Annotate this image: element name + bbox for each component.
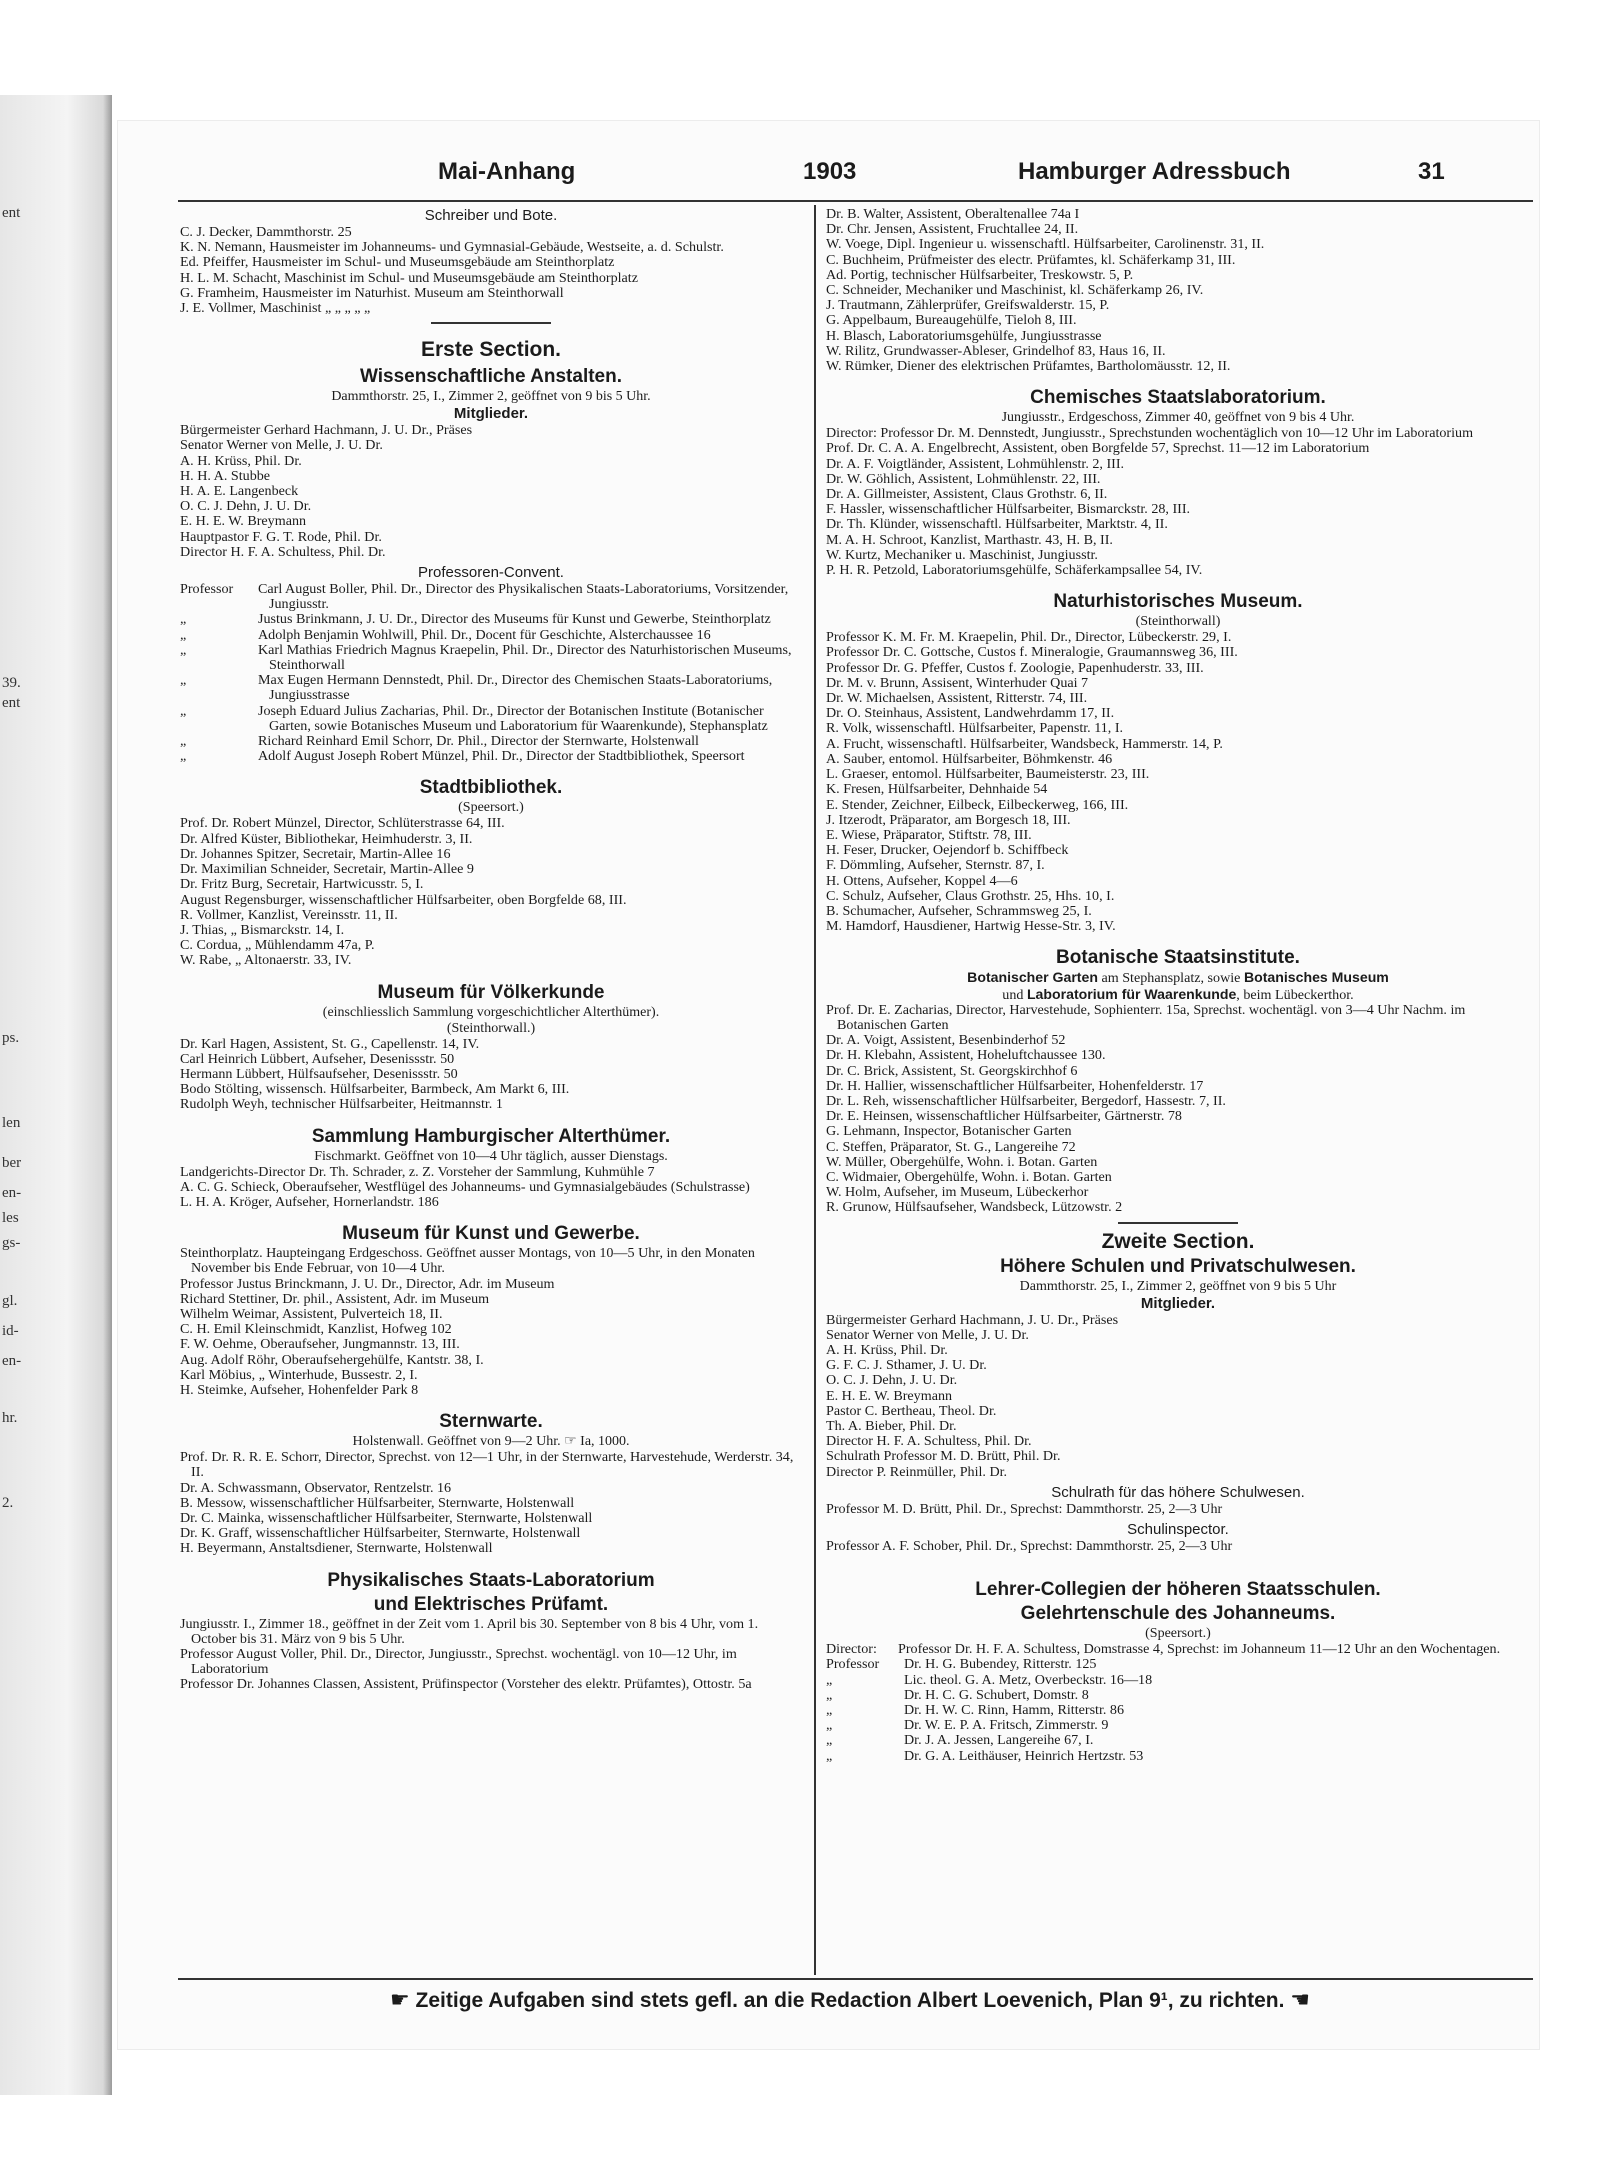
entry-row	[180, 628, 802, 643]
institution-heading: Stadtbibliothek.	[419, 777, 563, 799]
entry-line: W. Voege, Dipl. Ingenieur u. wissenschaftl. Hülfsarbeiter, Carolinenstr. 31, II.	[826, 236, 1265, 253]
margin-fragment: en-	[2, 1185, 22, 1201]
intro-bold: Botanischer Garten	[967, 969, 1098, 986]
entry-line: Dr. A. Schwassmann, Observator, Rentzelstr. 16	[180, 1479, 452, 1496]
institution-heading: Chemisches Staatslaboratorium.	[1030, 387, 1326, 409]
entry-row	[826, 1688, 1530, 1703]
row-prefix: „	[826, 1732, 833, 1749]
entry-line: Hauptpastor F. G. T. Rode, Phil. Dr.	[180, 528, 382, 545]
entry-line: H. Ottens, Aufseher, Koppel 4—6	[826, 872, 1018, 889]
row-text: Dr. G. A. Leithäuser, Heinrich Hertzstr. 53	[904, 1747, 1144, 1764]
row-text: Carl August Boller, Phil. Dr., Director des Physikalischen Staats-Laboratoriums, Vorsitzender, Jungiusstr.	[258, 581, 789, 613]
entry-line: M. A. H. Schroot, Kanzlist, Marthastr. 43, H. B, II.	[826, 531, 1113, 548]
row-text: Lic. theol. G. A. Metz, Overbeckstr. 16—18	[904, 1671, 1153, 1688]
entry-line: A. Frucht, wissenschaftl. Hülfsarbeiter, Wandsbeck, Hammerstr. 14, P.	[826, 735, 1223, 752]
entry-line: Bürgermeister Gerhard Hachmann, J. U. Dr., Präses	[826, 1311, 1119, 1328]
row-prefix: Professor	[180, 581, 234, 598]
institution-heading: Naturhistorisches Museum.	[1053, 591, 1303, 613]
entry-line: E. Stender, Zeichner, Eilbeck, Eilbeckerweg, 166, III.	[826, 796, 1129, 813]
row-prefix: „	[180, 641, 187, 658]
entry-line: Hermann Lübbert, Hülfsaufseher, Desenissstr. 50	[180, 1065, 458, 1082]
institution-heading: Höhere Schulen und Privatschulwesen.	[1000, 1255, 1356, 1277]
location-line: Steinthorplatz. Haupteingang Erdgeschoss. Geöffnet ausser Montags, von 10—5 Uhr, in den Monaten November bis Ende Februar, von 10—4 Uhr.	[180, 1245, 755, 1277]
entry-row	[826, 1673, 1530, 1688]
entry-line: Wilhelm Weimar, Assistent, Pulverteich 18, II.	[180, 1305, 443, 1322]
location-line: (Steinthorwall.)	[446, 1020, 536, 1036]
institution-heading: Lehrer-Collegien der höheren Staatsschulen.	[975, 1579, 1381, 1601]
row-prefix: „	[180, 748, 187, 765]
entry-line: Richard Stettiner, Dr. phil., Assistent, Adr. im Museum	[180, 1290, 490, 1307]
entry-line: G. F. C. J. Sthamer, J. U. Dr.	[826, 1357, 987, 1374]
entry-line: F. Dömmling, Aufseher, Sternstr. 87, I.	[826, 857, 1045, 874]
director-line	[826, 1642, 1530, 1657]
entry-list	[826, 630, 1530, 934]
footer-notice	[250, 1987, 1450, 2013]
entry-line: W. Holm, Aufseher, im Museum, Lübeckerhor	[826, 1184, 1089, 1201]
entry-line: Dr. H. Hallier, wissenschaftlicher Hülfsarbeiter, Hohenfelderstr. 17	[826, 1077, 1204, 1094]
entry-line: Dr. A. F. Voigtländer, Assistent, Lohmühlenstr. 2, III.	[826, 455, 1125, 472]
footer-text: Zeitige Aufgaben sind stets gefl. an die Redaction Albert Loevenich, Plan 9¹, zu richten.	[415, 1989, 1285, 2012]
entry-line: W. Rilitz, Grundwasser-Ableser, Grindelhof 83, Haus 16, II.	[826, 342, 1166, 359]
row-text: Dr. H. C. G. Schubert, Domstr. 8	[904, 1686, 1089, 1703]
entry-line: A. H. Krüss, Phil. Dr.	[826, 1341, 948, 1358]
institution-heading: Sternwarte.	[439, 1411, 543, 1433]
entry-row	[180, 643, 802, 673]
entry-line: B. Messow, wissenschaftlicher Hülfsarbeiter, Sternwarte, Holstenwall	[180, 1494, 575, 1511]
entry-line: G. Lehmann, Inspector, Botanischer Garten	[826, 1123, 1072, 1140]
margin-fragment: 39.	[2, 675, 21, 691]
subheading: Professoren-Convent.	[418, 564, 564, 582]
entry-row	[826, 1657, 1530, 1672]
entry-line: Carl Heinrich Lübbert, Aufseher, Desenissstr. 50	[180, 1050, 455, 1067]
row-prefix: „	[180, 611, 187, 628]
director-line: Director: Professor Dr. M. Dennstedt, Jungiusstr., Sprechstunden wochentäglich von 10—12 Uhr im Laboratorium	[826, 425, 1474, 442]
entry-line: Professor A. F. Schober, Phil. Dr., Sprechst: Dammthorstr. 25, 2—3 Uhr	[826, 1538, 1233, 1555]
subheading: Schulinspector.	[1127, 1521, 1229, 1539]
location-line: (Speersort.)	[1145, 1626, 1211, 1642]
entry-list	[826, 1033, 1530, 1215]
entry-line: Dr. Johannes Spitzer, Secretair, Martin-Allee 16	[180, 845, 451, 862]
footer-rule	[178, 1978, 1533, 1980]
entry-line: Dr. O. Steinhaus, Assistent, Landwehrdamm 17, II.	[826, 705, 1115, 722]
row-text: Richard Reinhard Emil Schorr, Dr. Phil., Director der Sternwarte, Holstenwall	[258, 733, 699, 750]
entry-line: P. H. R. Petzold, Laboratoriumsgehülfe, Schäferkampsallee 54, IV.	[826, 562, 1203, 579]
entry-line: W. Kurtz, Mechaniker u. Maschinist, Jungiusstr.	[826, 546, 1098, 563]
entry-list	[180, 582, 802, 764]
entry-line: Dr. W. Michaelsen, Assistent, Ritterstr. 74, III.	[826, 690, 1088, 707]
row-prefix: Professor	[826, 1656, 880, 1673]
entry-line: Dr. A. Gillmeister, Assistent, Claus Grothstr. 6, II.	[826, 486, 1108, 503]
entry-line: Dr. Maximilian Schneider, Secretair, Martin-Allee 9	[180, 861, 474, 878]
entry-line: O. C. J. Dehn, J. U. Dr.	[826, 1372, 958, 1389]
column-divider	[814, 205, 816, 1975]
location-line: Fischmarkt. Geöffnet von 10—4 Uhr täglich, ausser Dienstags.	[314, 1148, 668, 1164]
location-line: Jungiusstr., Erdgeschoss, Zimmer 40, geöffnet von 9 bis 4 Uhr.	[1001, 410, 1355, 426]
location-line: Holstenwall. Geöffnet von 9—2 Uhr. ☞ Ia, 1000.	[352, 1434, 630, 1450]
entry-line: H. A. E. Langenbeck	[180, 483, 299, 500]
entry-line: J. Trautmann, Zählerprüfer, Greifswalderstr. 15, P.	[826, 297, 1110, 314]
entry-line: C. Schulz, Aufseher, Claus Grothstr. 25, Hhs. 10, I.	[826, 887, 1115, 904]
entry-line: Professor Justus Brinckmann, J. U. Dr., Director, Adr. im Museum	[180, 1275, 555, 1292]
entry-line: Dr. Fritz Burg, Secretair, Hartwicusstr. 5, I.	[180, 876, 424, 893]
entry-line: R. Grunow, Hülfsaufseher, Wandsbeck, Lützowstr. 2	[826, 1199, 1123, 1216]
institution-heading: Sammlung Hamburgischer Alterthümer.	[311, 1125, 671, 1147]
entry-line: Dr. M. v. Brunn, Assisent, Winterhuder Quai 7	[826, 674, 1089, 691]
entry-row	[826, 1733, 1530, 1748]
entry-list	[180, 816, 802, 968]
page-number: 31	[1418, 158, 1445, 185]
entry-line: F. Hassler, wissenschaftlicher Hülfsarbeiter, Bismarckstr. 28, III.	[826, 501, 1191, 518]
entry-line: Professor Dr. G. Pfeffer, Custos f. Zoologie, Papenhuderstr. 33, III.	[826, 659, 1204, 676]
entry-line: H. Beyermann, Anstaltsdiener, Sternwarte, Holstenwall	[180, 1540, 493, 1557]
margin-fragment: id-	[2, 1323, 19, 1339]
entry-row	[826, 1749, 1530, 1764]
row-prefix: „	[826, 1747, 833, 1764]
location-line: Dammthorstr. 25, I., Zimmer 2, geöffnet von 9 bis 5 Uhr.	[331, 389, 651, 405]
entry-line: E. Wiese, Präparator, Stiftstr. 78, III.	[826, 826, 1032, 843]
row-text: Dr. H. W. C. Rinn, Hamm, Ritterstr. 86	[904, 1702, 1125, 1719]
entry-list	[826, 1313, 1530, 1480]
entry-line: Senator Werner von Melle, J. U. Dr.	[826, 1326, 1029, 1343]
entry-line: Prof. Dr. Robert Münzel, Director, Schlüterstrasse 64, III.	[180, 815, 505, 832]
head-title: Hamburger Adressbuch	[1018, 158, 1291, 185]
entry-list	[826, 207, 1530, 374]
entry-line: Professor K. M. Fr. M. Kraepelin, Phil. Dr., Director, Lübeckerstr. 29, I.	[826, 629, 1232, 646]
row-prefix: „	[180, 702, 187, 719]
margin-fragment: ber	[2, 1155, 22, 1171]
entry-line: H. Blasch, Laboratoriumsgehülfe, Jungiusstrasse	[826, 327, 1102, 344]
entry-line: Landgerichts-Director Dr. Th. Schrader, z. Z. Vorsteher der Sammlung, Kuhmühle 7	[180, 1163, 655, 1180]
entry-line: A. H. Krüss, Phil. Dr.	[180, 452, 302, 469]
row-text: Justus Brinkmann, J. U. Dr., Director des Museums für Kunst und Gewerbe, Steinthorplatz	[258, 611, 771, 628]
entry-line: C. Schneider, Mechaniker und Maschinist, kl. Schäferkamp 26, IV.	[826, 282, 1204, 299]
entry-line: R. Vollmer, Kanzlist, Vereinsstr. 11, II.	[180, 906, 398, 923]
entry-line: Dr. L. Reh, wissenschaftlicher Hülfsarbeiter, Bergedorf, Hassestr. 7, II.	[826, 1092, 1226, 1109]
entry-row	[180, 612, 802, 627]
entry-line: E. H. E. W. Breymann	[180, 513, 307, 530]
entry-row	[826, 1703, 1530, 1718]
institution-heading: Botanische Staatsinstitute.	[1056, 947, 1300, 969]
entry-line: Dr. B. Walter, Assistent, Oberaltenallee 74a I	[826, 206, 1080, 222]
entry-line: A. C. G. Schieck, Oberaufseher, Westflügel des Johanneums- und Gymnasialgebäudes (Schulstrasse)	[180, 1178, 750, 1195]
row-prefix: „	[826, 1717, 833, 1734]
entry-line: L. Graeser, entomol. Hülfsarbeiter, Baumeisterstr. 23, III.	[826, 766, 1150, 783]
entry-line: Prof. Dr. C. A. A. Engelbrecht, Assistent, oben Borgfelde 57, Sprechst. 11—12 im Laboratorium	[826, 440, 1370, 457]
row-text: Dr. J. A. Jessen, Langereihe 67, I.	[904, 1732, 1094, 1749]
entry-list	[180, 423, 802, 560]
entry-line: E. H. E. W. Breymann	[826, 1387, 953, 1404]
margin-fragment: gl.	[2, 1293, 18, 1309]
entry-line: Dr. H. Klebahn, Assistent, Hoheluftchaussee 130.	[826, 1047, 1106, 1064]
entry-line: A. Sauber, entomol. Hülfsarbeiter, Böhmkenstr. 46	[826, 750, 1113, 767]
left-column	[180, 207, 802, 1693]
entry-list	[826, 441, 1530, 578]
entry-line: M. Hamdorf, Hausdiener, Hartwig Hesse-Str. 3, IV.	[826, 918, 1116, 935]
entry-list	[180, 1617, 802, 1693]
entry-line: Dr. Chr. Jensen, Assistent, Fruchtallee 24, II.	[826, 221, 1079, 238]
margin-fragment: gs-	[2, 1235, 21, 1251]
entry-line: Senator Werner von Melle, J. U. Dr.	[180, 437, 383, 454]
entry-line: Dr. A. Voigt, Assistent, Besenbinderhof 52	[826, 1032, 1066, 1049]
entry-line: August Regensburger, wissenschaftlicher Hülfsarbeiter, oben Borgfelde 68, III.	[180, 891, 627, 908]
section-heading: Zweite Section.	[1101, 1229, 1255, 1253]
entry-line: W. Rümker, Diener des elektrischen Prüfamtes, Bartholomäusstr. 12, II.	[826, 358, 1231, 375]
entry-line: Director H. F. A. Schultess, Phil. Dr.	[180, 543, 386, 560]
divider	[1118, 1222, 1238, 1224]
location-line: (Speersort.)	[458, 800, 524, 816]
institution-heading: Museum für Kunst und Gewerbe.	[342, 1223, 640, 1245]
row-prefix: Director:	[826, 1641, 877, 1658]
entry-list	[180, 1037, 802, 1113]
row-text: Joseph Eduard Julius Zacharias, Phil. Dr., Director der Botanischen Institute (Botanischer Garten, sowie Botanisches Museum und Laboratorium für Waarenkunde), Stephansplatz	[258, 702, 768, 734]
margin-fragment: 2.	[2, 1495, 14, 1511]
entry-line: R. Volk, wissenschaftl. Hülfsarbeiter, Papenstr. 11, I.	[826, 720, 1124, 737]
entry-line: W. Müller, Obergehülfe, Wohn. i. Botan. Garten	[826, 1153, 1098, 1170]
entry-line: G. Appelbaum, Bureaugehülfe, Tieloh 8, III.	[826, 312, 1077, 329]
entry-line: Bodo Stölting, wissensch. Hülfsarbeiter, Barmbeck, Am Markt 6, III.	[180, 1081, 570, 1098]
subheading: Schulrath für das höhere Schulwesen.	[1051, 1483, 1305, 1501]
location-line: Dammthorstr. 25, I., Zimmer 2, geöffnet von 9 bis 5 Uhr	[1019, 1278, 1337, 1294]
entry-line: Bürgermeister Gerhard Hachmann, J. U. Dr., Präses	[180, 422, 473, 439]
row-prefix: „	[180, 672, 187, 689]
entry-line: W. Rabe, „ Altonaerstr. 33, IV.	[180, 952, 352, 969]
institution-heading: Wissenschaftliche Anstalten.	[359, 366, 623, 388]
intro-text: am Stephansplatz, sowie	[1097, 970, 1244, 987]
entry-list	[180, 1277, 802, 1399]
margin-fragment: ps.	[2, 1030, 20, 1046]
divider	[431, 322, 551, 324]
pointing-hand-icon: ☚	[1290, 1987, 1311, 2012]
entry-line: Professor Dr. Johannes Classen, Assistent, Prüfinspector (Vorsteher des elektr. Prüfamtes), Ottostr. 5a	[180, 1676, 752, 1693]
entry-line: Professor M. D. Brütt, Phil. Dr., Sprechst: Dammthorstr. 25, 2—3 Uhr	[826, 1500, 1223, 1517]
entry-line: Director P. Reinmüller, Phil. Dr.	[826, 1463, 1008, 1480]
row-prefix: „	[180, 626, 187, 643]
row-prefix: „	[826, 1686, 833, 1703]
entry-line: Dr. K. Graff, wissenschaftlicher Hülfsarbeiter, Sternwarte, Holstenwall	[180, 1525, 581, 1542]
entry-line: Dr. C. Brick, Assistent, St. Georgskirchhof 6	[826, 1062, 1078, 1079]
subheading: Mitglieder.	[453, 405, 529, 423]
adjacent-page-edge	[0, 95, 112, 2095]
section-heading: Erste Section.	[420, 338, 562, 362]
entry-line: H. Steimke, Aufseher, Hohenfelder Park 8	[180, 1381, 419, 1398]
entry-line: Dr. W. Göhlich, Assistent, Lohmühlenstr. 22, III.	[826, 470, 1101, 487]
entry-line: Rudolph Weyh, technischer Hülfsarbeiter, Heitmannstr. 1	[180, 1096, 503, 1113]
entry-line: Karl Möbius, „ Winterhude, Bussestr. 2, I.	[180, 1366, 418, 1383]
entry-line: Pastor C. Bertheau, Theol. Dr.	[826, 1402, 997, 1419]
entry-row	[180, 734, 802, 749]
intro-bold: Botanisches Museum	[1243, 969, 1389, 986]
location-line: (einschliesslich Sammlung vorgeschichtlicher Alterthümer).	[322, 1004, 660, 1020]
row-text: Adolf August Joseph Robert Münzel, Phil. Dr., Director der Stadtbibliothek, Speersort	[258, 748, 745, 765]
entry-row	[180, 704, 802, 734]
margin-fragment: les	[2, 1210, 19, 1226]
entry-list	[826, 1657, 1530, 1763]
margin-fragment: en-	[2, 1353, 22, 1369]
row-text: Professor Dr. H. F. A. Schultess, Domstrasse 4, Sprechst: im Johanneum 11—12 Uhr an den Wochentagen.	[898, 1641, 1501, 1658]
entry-row	[180, 673, 802, 703]
entry-line: B. Schumacher, Aufseher, Schrammsweg 25, I.	[826, 902, 1092, 919]
entry-line: H. H. A. Stubbe	[180, 467, 271, 484]
entry-line: H. Feser, Drucker, Oejendorf b. Schiffbeck	[826, 842, 1069, 859]
entry-row	[180, 749, 802, 764]
entry-line: C. Widmaier, Obergehülfe, Wohn. i. Botan. Garten	[826, 1168, 1112, 1185]
institution-heading: Gelehrtenschule des Johanneums.	[1020, 1603, 1336, 1625]
section-heading: Schreiber und Bote.	[424, 207, 558, 224]
entry-row	[180, 582, 802, 612]
entry-line: J. Itzerodt, Präparator, am Borgesch 18, III.	[826, 811, 1071, 828]
row-prefix: „	[826, 1671, 833, 1688]
entry-list	[180, 1165, 802, 1211]
entry-line: Ad. Portig, technischer Hülfsarbeiter, Treskowstr. 5, P.	[826, 266, 1134, 283]
margin-fragment: len	[2, 1115, 21, 1131]
row-prefix: „	[826, 1702, 833, 1719]
entry-line: C. Buchheim, Prüfmeister des electr. Prüfamtes, kl. Schäferkamp 31, III.	[826, 251, 1236, 268]
director-line: Prof. Dr. E. Zacharias, Director, Harvestehude, Sophienterr. 15a, Sprechst. wochentägl. von 3—4 Uhr Nachm. im Botanischen Garten	[826, 1001, 1466, 1033]
institution-heading: Physikalisches Staats-Laboratorium	[327, 1569, 655, 1591]
entry-line: Ed. Pfeiffer, Hausmeister im Schul- und Museumsgebäude am Steinthorplatz	[180, 254, 615, 271]
subheading: Mitglieder.	[1140, 1294, 1216, 1312]
row-text: Dr. H. G. Bubendey, Ritterstr. 125	[904, 1656, 1097, 1673]
entry-line: Aug. Adolf Röhr, Oberaufsehergehülfe, Kantstr. 38, I.	[180, 1351, 484, 1368]
pointing-hand-icon: ☛	[389, 1987, 410, 2012]
institution-heading: Museum für Völkerkunde	[377, 981, 605, 1003]
entry-line: Jungiusstr. I., Zimmer 18., geöffnet in der Zeit vom 1. April bis 30. September von 8 bis 4 Uhr, vom 1. October bis 31. März von 9 bis 5 Uhr.	[180, 1615, 759, 1647]
intro-text: , beim Lübeckerthor.	[1236, 986, 1354, 1003]
intro-text: und	[1002, 986, 1027, 1003]
intro-bold: Laboratorium für Waarenkunde	[1026, 985, 1237, 1002]
entry-line: Dr. Th. Klünder, wissenschaftl. Hülfsarbeiter, Marktstr. 4, II.	[826, 516, 1168, 533]
entry-line: Professor August Voller, Phil. Dr., Director, Jungiusstr., Sprechst. wochentägl. von 10—12 Uhr, im Laboratorium	[180, 1646, 737, 1678]
row-text: Max Eugen Hermann Dennstedt, Phil. Dr., Director des Chemischen Staats-Laboratoriums, Jungiusstrasse	[258, 672, 773, 704]
entry-line: C. H. Emil Kleinschmidt, Kanzlist, Hofweg 102	[180, 1321, 452, 1338]
margin-fragment: ent	[2, 205, 21, 221]
entry-line: Th. A. Bieber, Phil. Dr.	[826, 1418, 957, 1434]
entry-line: Prof. Dr. R. R. E. Schorr, Director, Sprechst. von 12—1 Uhr, in der Sternwarte, Harvestehude, Werderstr. 34, II.	[180, 1449, 794, 1481]
entry-list	[180, 1450, 802, 1556]
entry-line: C. Steffen, Präparator, St. G., Langereihe 72	[826, 1138, 1076, 1155]
institution-intro	[826, 970, 1530, 1002]
entry-line: K. N. Nemann, Hausmeister im Johanneums- und Gymnasial-Gebäude, Westseite, a. d. Schulstr.	[180, 239, 724, 256]
header-rule	[178, 200, 1533, 202]
right-column	[826, 207, 1530, 1764]
location-line: (Steinthorwall)	[1135, 614, 1221, 630]
institution-heading: und Elektrisches Prüfamt.	[373, 1593, 609, 1615]
entry-list	[180, 225, 802, 316]
head-left: Mai-Anhang	[438, 158, 576, 185]
entry-line: C. Cordua, „ Mühlendamm 47a, P.	[180, 937, 375, 954]
entry-line: L. H. A. Kröger, Aufseher, Hornerlandstr. 186	[180, 1193, 439, 1210]
entry-line: Dr. C. Mainka, wissenschaftlicher Hülfsarbeiter, Sternwarte, Holstenwall	[180, 1509, 593, 1526]
entry-line: Dr. Alfred Küster, Bibliothekar, Heimhuderstr. 3, II.	[180, 830, 473, 847]
entry-line: J. Thias, „ Bismarckstr. 14, I.	[180, 921, 345, 938]
entry-line: H. L. M. Schacht, Maschinist im Schul- und Museumsgebäude am Steinthorplatz	[180, 269, 638, 286]
margin-fragment: hr.	[2, 1410, 18, 1426]
entry-line: Dr. E. Heinsen, wissenschaftlicher Hülfsarbeiter, Gärtnerstr. 78	[826, 1108, 1182, 1125]
entry-line: Dr. Karl Hagen, Assistent, St. G., Capellenstr. 14, IV.	[180, 1035, 480, 1052]
entry-line: Professor Dr. C. Gottsche, Custos f. Mineralogie, Graumannsweg 36, III.	[826, 644, 1238, 661]
running-head	[318, 158, 1445, 194]
entry-line: Director H. F. A. Schultess, Phil. Dr.	[826, 1433, 1032, 1450]
margin-fragment: ent	[2, 695, 21, 711]
entry-row	[826, 1718, 1530, 1733]
entry-line: Schulrath Professor M. D. Brütt, Phil. Dr.	[826, 1448, 1061, 1465]
entry-line: C. J. Decker, Dammthorstr. 25	[180, 224, 352, 240]
entry-line: O. C. J. Dehn, J. U. Dr.	[180, 498, 312, 515]
row-text: Adolph Benjamin Wohlwill, Phil. Dr., Docent für Geschichte, Alsterchaussee 16	[258, 626, 711, 643]
entry-line: G. Framheim, Hausmeister im Naturhist. Museum am Steinthorwall	[180, 284, 564, 301]
row-text: Dr. W. E. P. A. Fritsch, Zimmerstr. 9	[904, 1717, 1109, 1734]
row-text: Karl Mathias Friedrich Magnus Kraepelin, Phil. Dr., Director des Naturhistorischen Museums, Steinthorwall	[258, 641, 792, 674]
entry-line: K. Fresen, Hülfsarbeiter, Dehnhaide 54	[826, 781, 1048, 798]
row-prefix: „	[180, 733, 187, 750]
entry-line: J. E. Vollmer, Maschinist „ „ „ „ „	[180, 300, 371, 317]
head-year: 1903	[803, 158, 857, 185]
entry-line: F. W. Oehme, Oberaufseher, Jungmannstr. 13, III.	[180, 1336, 460, 1353]
